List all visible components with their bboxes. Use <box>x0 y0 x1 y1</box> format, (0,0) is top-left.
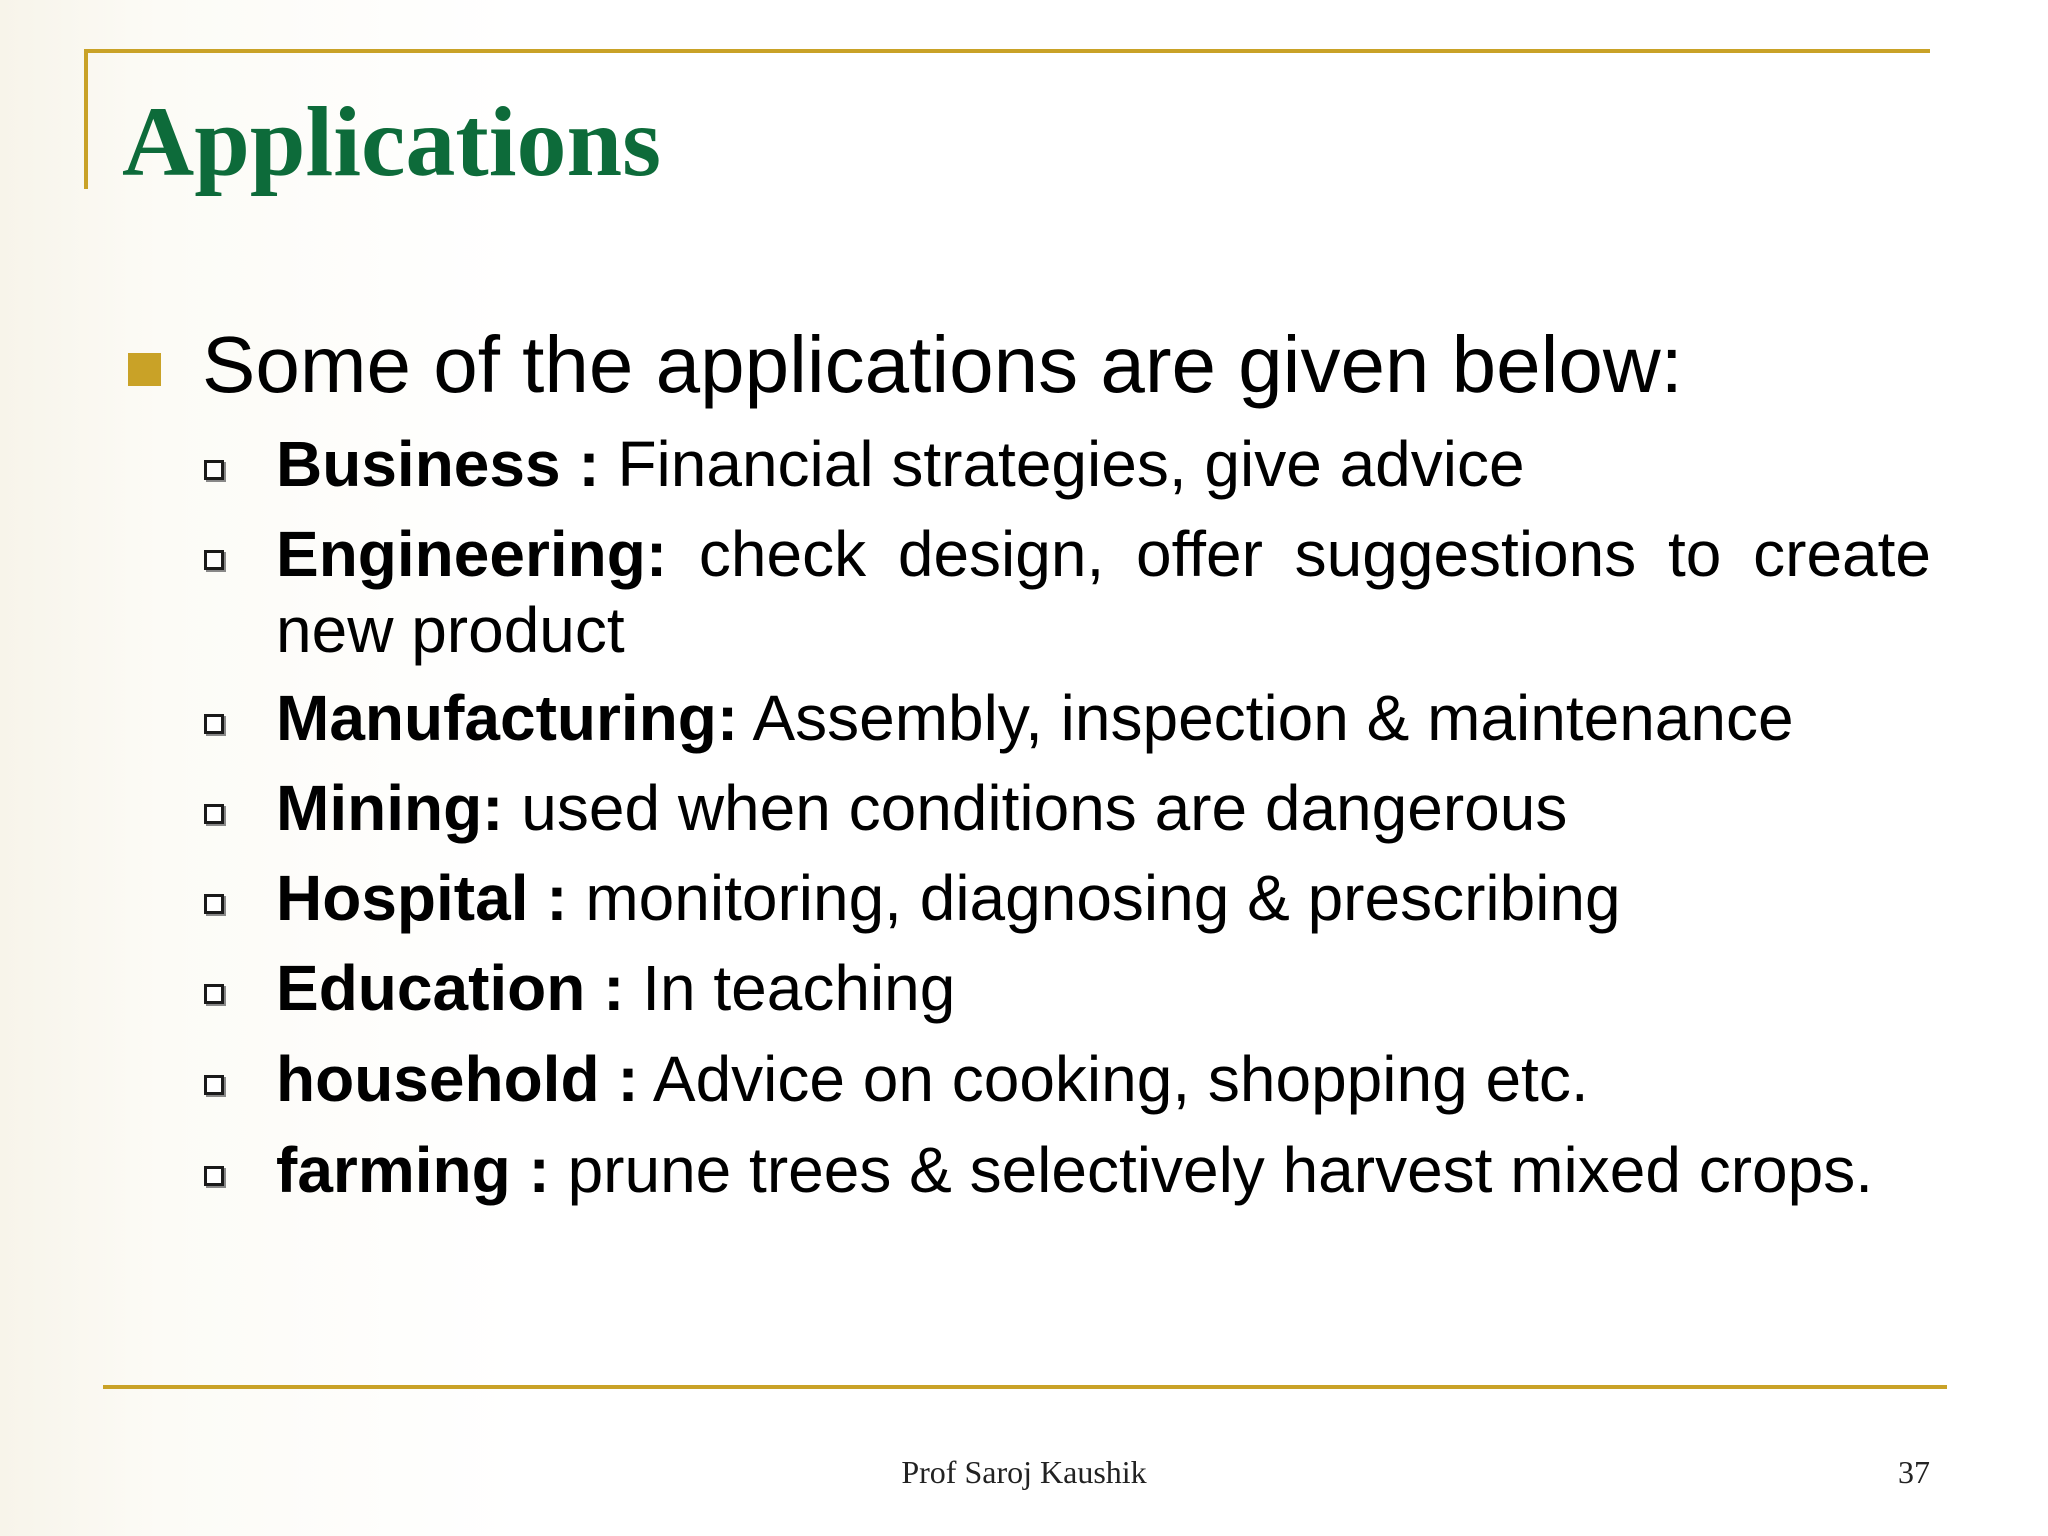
page-number: 37 <box>1898 1454 1930 1490</box>
item-text: In teaching <box>624 952 956 1024</box>
item-label: Business <box>276 428 561 500</box>
list-item <box>276 680 1931 756</box>
list-item <box>276 860 1931 936</box>
item-text: Financial strategies, give advice <box>599 428 1525 500</box>
item-text: Assembly, inspection & maintenance <box>738 682 1794 754</box>
hollow-square-bullet-icon <box>204 804 224 824</box>
item-text: check design, offer suggestions to create new product <box>276 518 1931 666</box>
item-separator: : <box>482 772 504 844</box>
item-text: prune trees & selectively harvest mixed crops. <box>549 1134 1873 1206</box>
top-rule <box>84 49 1930 53</box>
bottom-rule <box>103 1385 1947 1389</box>
hollow-square-bullet-icon <box>204 1075 224 1095</box>
hollow-square-bullet-icon <box>204 550 224 570</box>
item-separator: : <box>510 1134 550 1206</box>
item-label: Mining <box>276 772 483 844</box>
item-label: Hospital <box>276 862 529 934</box>
list-item <box>276 1041 1931 1117</box>
item-separator: : <box>599 1043 639 1115</box>
main-bullet-text: Some of the applications are given below: <box>202 320 1683 409</box>
item-separator: : <box>585 952 625 1024</box>
item-label: Manufacturing <box>276 682 717 754</box>
item-text: monitoring, diagnosing & prescribing <box>567 862 1621 934</box>
item-separator: : <box>645 518 668 590</box>
item-separator: : <box>560 428 600 500</box>
list-item <box>276 516 1931 668</box>
item-text: used when conditions are dangerous <box>503 772 1568 844</box>
list-item <box>276 770 1931 846</box>
footer-author: Prof Saroj Kaushik <box>901 1454 1147 1490</box>
list-item <box>276 426 1931 502</box>
slide-title: Applications <box>122 86 662 197</box>
hollow-square-bullet-icon <box>204 1166 224 1186</box>
item-separator: : <box>716 682 739 754</box>
list-item <box>276 950 1931 1026</box>
item-separator: : <box>528 862 568 934</box>
item-text: Advice on cooking, shopping etc. <box>638 1043 1589 1115</box>
hollow-square-bullet-icon <box>204 714 224 734</box>
hollow-square-bullet-icon <box>204 460 224 480</box>
item-label: household <box>276 1043 600 1115</box>
list-item <box>276 1132 1931 1208</box>
item-label: farming <box>276 1134 511 1206</box>
item-label: Engineering <box>276 518 646 590</box>
hollow-square-bullet-icon <box>204 984 224 1004</box>
item-label: Education <box>276 952 586 1024</box>
hollow-square-bullet-icon <box>204 894 224 914</box>
left-rule <box>84 49 88 189</box>
filled-square-bullet-icon <box>128 353 161 386</box>
